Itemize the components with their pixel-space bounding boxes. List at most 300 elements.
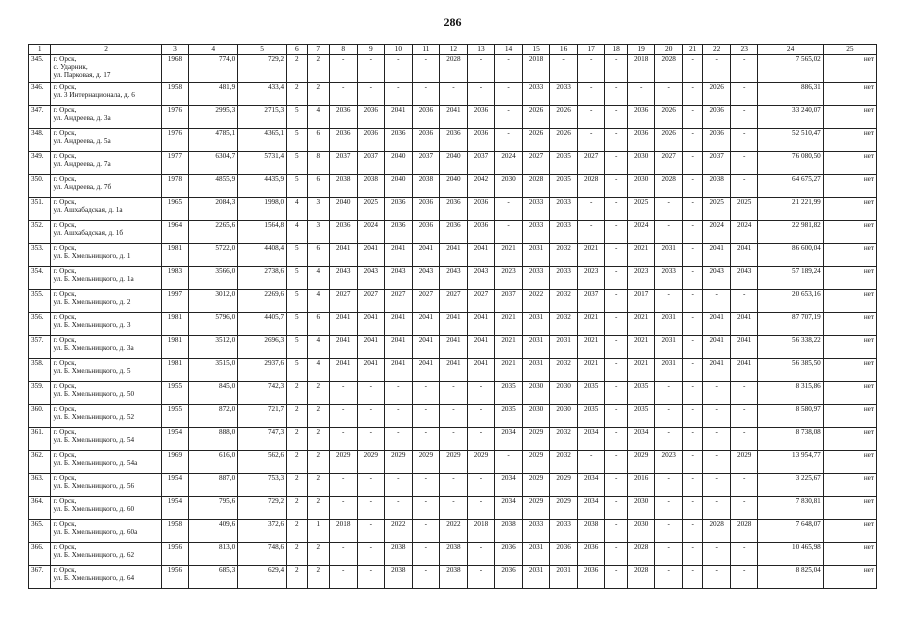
value-cell: 5 [287,152,307,175]
value-cell: 2034 [495,497,523,520]
value-cell: 2041 [440,244,468,267]
value-cell: 2024 [730,221,758,244]
value-cell: - [655,290,683,313]
address-line: г. Орск, [53,451,77,459]
value-cell: - [467,405,495,428]
value-cell: 2032 [550,428,578,451]
address-line: ул. Б. Хмельницкого, д. 1 [53,252,131,260]
value-cell: 1981 [161,336,189,359]
value-cell: 2035 [550,175,578,198]
address-cell [51,175,161,198]
value-cell: - [655,520,683,543]
column-header: 13 [467,45,495,55]
address-cell [51,198,161,221]
row-number: 365. [29,520,51,543]
value-cell: - [682,267,702,290]
value-cell: 2027 [577,152,605,175]
row-number: 350. [29,175,51,198]
value-cell: - [412,566,440,589]
value-cell: 4785,1 [189,129,238,152]
value-cell: - [495,83,523,106]
value-cell: 2084,3 [189,198,238,221]
value-cell: 2021 [495,244,523,267]
value-cell: - [730,175,758,198]
row-number: 347. [29,106,51,129]
value-cell: 2033 [550,198,578,221]
value-cell: 747,3 [238,428,287,451]
address-line: г. Орск, [53,290,77,298]
address-line: ул. Б. Хмельницкого, д. 62 [53,551,135,559]
value-cell: - [682,152,702,175]
value-cell: 2040 [440,152,468,175]
value-cell: - [329,405,357,428]
table-body [29,45,877,589]
column-header: 20 [655,45,683,55]
status-cell: нет [823,451,876,474]
value-cell: 2031 [522,359,550,382]
value-cell: 2027 [655,152,683,175]
value-cell: 2037 [357,152,385,175]
value-cell: 2041 [412,313,440,336]
value-cell: - [605,313,627,336]
value-cell: 8 [307,152,329,175]
address-line: г. Орск, [53,198,77,206]
value-cell: 2036 [357,106,385,129]
value-cell: 2027 [385,290,413,313]
address-line: г. Орск, [53,55,77,63]
value-cell: - [385,382,413,405]
value-cell: 2029 [357,451,385,474]
value-cell: - [682,83,702,106]
value-cell: 87 707,19 [758,313,823,336]
value-cell: 2036 [467,198,495,221]
status-cell: нет [823,198,876,221]
address-cell [51,451,161,474]
row-number: 364. [29,497,51,520]
value-cell: - [605,520,627,543]
value-cell: 2027 [412,290,440,313]
value-cell: 1983 [161,267,189,290]
value-cell: - [682,290,702,313]
value-cell: - [703,497,731,520]
value-cell: - [655,382,683,405]
value-cell: - [682,198,702,221]
value-cell: - [412,497,440,520]
table-row [29,543,877,566]
table-row [29,313,877,336]
value-cell: 2024 [627,221,655,244]
value-cell: - [467,474,495,497]
value-cell: 5 [287,267,307,290]
value-cell: 2022 [385,520,413,543]
value-cell: 2029 [550,474,578,497]
value-cell: - [357,566,385,589]
table-row [29,520,877,543]
value-cell: 2024 [357,221,385,244]
value-cell: - [682,474,702,497]
value-cell: - [730,474,758,497]
value-cell: 2041 [467,244,495,267]
value-cell: 4855,9 [189,175,238,198]
value-cell: 2031 [522,543,550,566]
value-cell: - [357,520,385,543]
value-cell: - [605,428,627,451]
address-line: г. Орск, [53,313,77,321]
value-cell: 2018 [467,520,495,543]
table-row [29,336,877,359]
value-cell: 2030 [550,382,578,405]
value-cell: - [605,129,627,152]
value-cell: 5 [287,313,307,336]
value-cell: 2017 [627,290,655,313]
value-cell: 685,3 [189,566,238,589]
address-line: ул. Б. Хмельницкого, д. 54а [53,459,138,467]
status-cell: нет [823,405,876,428]
value-cell: 2021 [495,359,523,382]
row-number: 355. [29,290,51,313]
address-cell [51,428,161,451]
value-cell: 2022 [522,290,550,313]
status-cell: нет [823,428,876,451]
value-cell: - [412,405,440,428]
value-cell: 2036 [577,566,605,589]
value-cell: 2035 [577,382,605,405]
value-cell: - [495,106,523,129]
address-cell [51,405,161,428]
value-cell: 2041 [385,359,413,382]
value-cell: 2041 [467,336,495,359]
value-cell: - [605,175,627,198]
value-cell: - [412,520,440,543]
value-cell: - [467,566,495,589]
value-cell: 2037 [703,152,731,175]
value-cell: 2029 [329,451,357,474]
row-number: 349. [29,152,51,175]
value-cell: 2026 [550,129,578,152]
status-cell: нет [823,244,876,267]
address-cell [51,313,161,336]
value-cell: 2026 [655,129,683,152]
value-cell: 6 [307,313,329,336]
column-header: 25 [823,45,876,55]
column-header: 14 [495,45,523,55]
value-cell: 2036 [440,221,468,244]
value-cell: 2036 [329,129,357,152]
value-cell: 2038 [385,566,413,589]
value-cell: - [577,83,605,106]
row-number: 367. [29,566,51,589]
value-cell: - [605,566,627,589]
status-cell: нет [823,336,876,359]
address-line: г. Орск, [53,543,77,551]
value-cell: 2041 [730,336,758,359]
value-cell: 2023 [495,267,523,290]
status-cell: нет [823,497,876,520]
value-cell: 2038 [385,543,413,566]
value-cell: 2 [307,451,329,474]
address-line: ул. Ашхабадская, д. 1б [53,229,123,237]
address-cell [51,129,161,152]
value-cell: 7 565,02 [758,55,823,83]
value-cell: - [357,497,385,520]
value-cell: 2041 [329,313,357,336]
value-cell: 2995,3 [189,106,238,129]
value-cell: - [682,175,702,198]
value-cell: 6 [307,175,329,198]
value-cell: - [495,221,523,244]
value-cell: 813,0 [189,543,238,566]
value-cell: 887,0 [189,474,238,497]
value-cell: 2041 [703,244,731,267]
value-cell: - [329,497,357,520]
value-cell: 2034 [495,474,523,497]
value-cell: - [605,543,627,566]
value-cell: 2 [287,497,307,520]
value-cell: 3512,0 [189,336,238,359]
value-cell: - [655,497,683,520]
table-row [29,405,877,428]
value-cell: 7 830,81 [758,497,823,520]
value-cell: 2030 [522,405,550,428]
value-cell: 795,6 [189,497,238,520]
value-cell: - [495,55,523,83]
value-cell: 2041 [467,359,495,382]
value-cell: - [682,244,702,267]
value-cell: 5 [287,106,307,129]
value-cell: 2026 [655,106,683,129]
value-cell: 2021 [627,244,655,267]
status-cell: нет [823,55,876,83]
table-row [29,152,877,175]
value-cell: 2021 [577,336,605,359]
value-cell: - [440,405,468,428]
status-cell: нет [823,566,876,589]
value-cell: 2041 [467,313,495,336]
value-cell: - [440,428,468,451]
value-cell: 2036 [385,129,413,152]
value-cell: - [605,405,627,428]
value-cell: 2024 [495,152,523,175]
value-cell: 1955 [161,382,189,405]
value-cell: 2036 [385,221,413,244]
value-cell: 4 [287,221,307,244]
address-line: г. Орск, [53,474,77,482]
value-cell: - [605,336,627,359]
value-cell: - [329,566,357,589]
value-cell: 2033 [550,267,578,290]
value-cell: 8 580,97 [758,405,823,428]
status-cell: нет [823,520,876,543]
row-number: 351. [29,198,51,221]
address-line: г. Орск, [53,382,77,390]
table-row [29,382,877,405]
row-number: 363. [29,474,51,497]
value-cell: 2032 [550,451,578,474]
value-cell: - [730,152,758,175]
address-line: ул. Б. Хмельницкого, д. 64 [53,574,135,582]
value-cell: 5 [287,244,307,267]
value-cell: 2265,6 [189,221,238,244]
value-cell: 2027 [357,290,385,313]
value-cell: 2036 [467,129,495,152]
status-cell: нет [823,474,876,497]
value-cell: - [385,55,413,83]
value-cell: 2041 [357,244,385,267]
value-cell: - [655,221,683,244]
value-cell: 845,0 [189,382,238,405]
value-cell: 2025 [627,198,655,221]
row-number: 346. [29,83,51,106]
value-cell: 2031 [550,566,578,589]
table-row [29,267,877,290]
address-line: ул. Андреева, д. 7б [53,183,112,191]
value-cell: - [682,428,702,451]
value-cell: - [577,55,605,83]
value-cell: 5722,0 [189,244,238,267]
value-cell: 1964 [161,221,189,244]
column-header: 8 [329,45,357,55]
value-cell: - [655,428,683,451]
value-cell: - [329,83,357,106]
address-cell [51,497,161,520]
value-cell: - [385,405,413,428]
value-cell: 2041 [357,336,385,359]
value-cell: 2041 [357,313,385,336]
value-cell: 2041 [440,359,468,382]
value-cell: 2026 [522,129,550,152]
value-cell: 1955 [161,405,189,428]
value-cell: 2041 [385,313,413,336]
value-cell: 2038 [440,543,468,566]
value-cell: 2036 [550,543,578,566]
value-cell: 2026 [522,106,550,129]
value-cell: 1954 [161,474,189,497]
value-cell: 4365,1 [238,129,287,152]
value-cell: 2021 [577,359,605,382]
value-cell: 2038 [357,175,385,198]
value-cell: - [730,106,758,129]
address-cell [51,55,161,83]
value-cell: 2031 [522,566,550,589]
row-number: 361. [29,428,51,451]
value-cell: 2035 [627,382,655,405]
value-cell: 33 240,07 [758,106,823,129]
value-cell: 2033 [522,520,550,543]
column-header: 5 [238,45,287,55]
value-cell: - [385,83,413,106]
value-cell: 2036 [703,129,731,152]
address-line: г. Орск, [53,267,77,275]
value-cell: 2034 [577,497,605,520]
value-cell: 2041 [385,244,413,267]
address-line: с. Ударник, [53,63,88,71]
value-cell: 2028 [627,543,655,566]
value-cell: 2 [287,405,307,428]
row-number: 353. [29,244,51,267]
value-cell: 1978 [161,175,189,198]
value-cell: 2041 [440,313,468,336]
value-cell: 2041 [357,359,385,382]
address-line: г. Орск, [53,106,77,114]
value-cell: 2029 [522,497,550,520]
table-row [29,129,877,152]
value-cell: 2031 [550,336,578,359]
value-cell: - [605,359,627,382]
value-cell: 22 981,82 [758,221,823,244]
value-cell: 774,0 [189,55,238,83]
value-cell: 721,7 [238,405,287,428]
value-cell: 2021 [627,359,655,382]
value-cell: - [682,520,702,543]
value-cell: 2028 [440,55,468,83]
value-cell: - [440,497,468,520]
value-cell: 2032 [550,244,578,267]
address-line: г. Орск, [53,359,77,367]
value-cell: 2036 [495,543,523,566]
value-cell: 2 [287,382,307,405]
row-number: 348. [29,129,51,152]
value-cell: 1981 [161,244,189,267]
value-cell: 2738,6 [238,267,287,290]
table-row [29,83,877,106]
value-cell: - [357,405,385,428]
value-cell: 2034 [495,428,523,451]
value-cell: - [730,405,758,428]
value-cell: 2025 [730,198,758,221]
value-cell: 2041 [412,244,440,267]
value-cell: 2040 [440,175,468,198]
value-cell: 2034 [627,428,655,451]
value-cell: 2035 [627,405,655,428]
status-cell: нет [823,83,876,106]
row-number: 360. [29,405,51,428]
value-cell: 6 [307,244,329,267]
value-cell: 729,2 [238,55,287,83]
status-cell: нет [823,543,876,566]
value-cell: - [605,382,627,405]
column-header: 2 [51,45,161,55]
value-cell: - [412,474,440,497]
value-cell: - [682,451,702,474]
value-cell: 1 [307,520,329,543]
value-cell: - [577,221,605,244]
table-row [29,428,877,451]
value-cell: 3 225,67 [758,474,823,497]
status-cell: нет [823,175,876,198]
value-cell: 2036 [627,129,655,152]
value-cell: - [703,543,731,566]
status-cell: нет [823,290,876,313]
value-cell: - [357,543,385,566]
value-cell: 2038 [440,566,468,589]
value-cell: 2018 [329,520,357,543]
value-cell: 2036 [412,129,440,152]
value-cell: - [605,451,627,474]
table-row [29,106,877,129]
value-cell: 2028 [522,175,550,198]
address-cell [51,267,161,290]
column-header: 1 [29,45,51,55]
address-line: ул. Б. Хмельницкого, д. 3а [53,344,134,352]
address-line: ул. Б. Хмельницкого, д. 52 [53,413,135,421]
address-line: ул. Ашхабадская, д. 1а [53,206,123,214]
value-cell: 2028 [655,175,683,198]
value-cell: 1997 [161,290,189,313]
value-cell: 2043 [412,267,440,290]
value-cell: 1976 [161,106,189,129]
value-cell: 2937,6 [238,359,287,382]
value-cell: 2 [307,83,329,106]
